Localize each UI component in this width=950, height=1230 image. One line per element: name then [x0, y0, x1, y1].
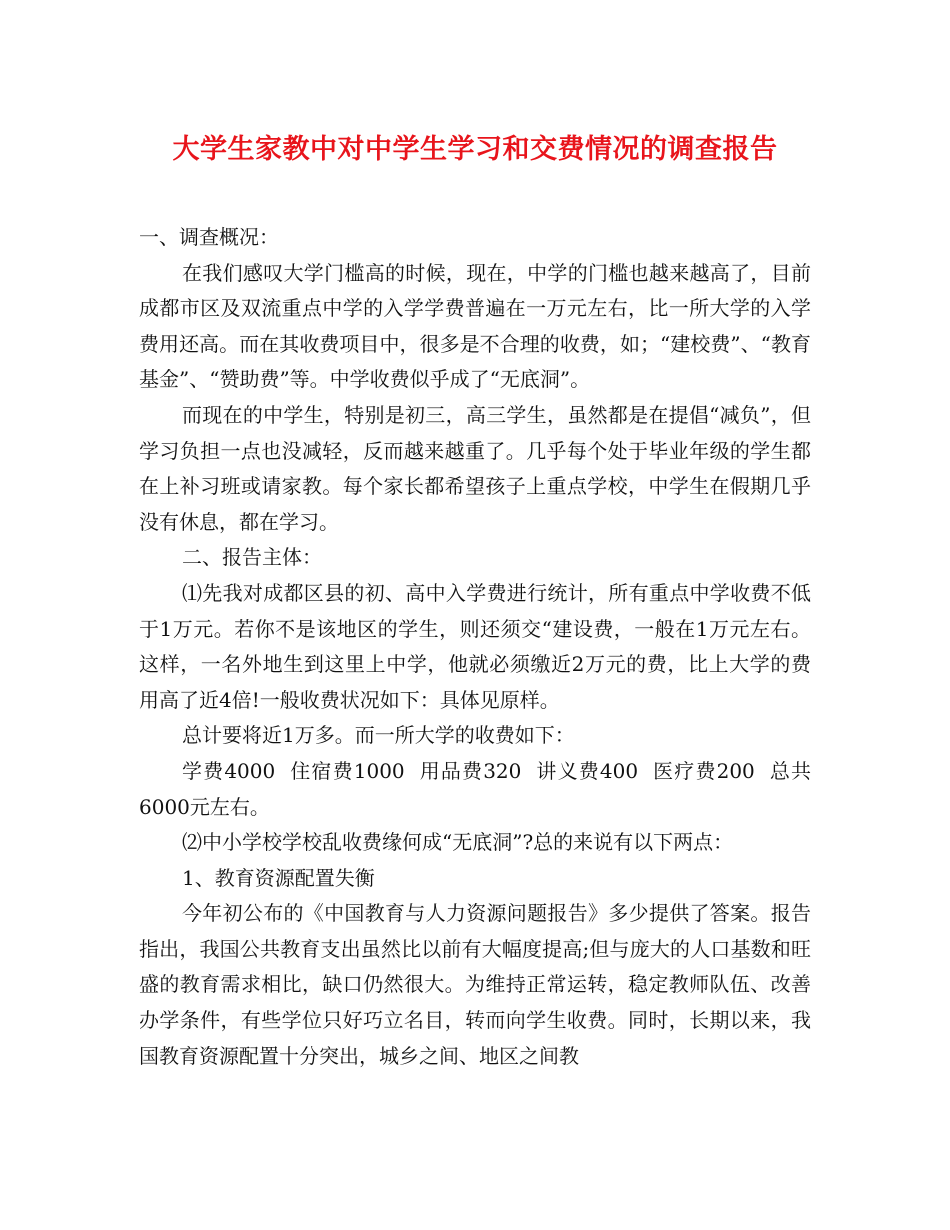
document-body — [139, 220, 811, 1074]
section-heading-overview: 一、调查概况： — [139, 225, 279, 249]
paragraph: 在我们感叹大学门槛高的时候，现在，中学的门槛也越来越高了，目前成都市区及双流重点中学的入学学费普遍在一万元左右，比一所大学的入学费用还高。而在其收费项目中，很多是不合理的收费，如；“建校费”、“教育基金”、“赞助费”等。中学收费似乎成了“无底洞”。 — [139, 260, 811, 392]
paragraph: ⑴先我对成都区县的初、高中入学费进行统计，所有重点中学收费不低于1万元。若你不是该地区的学生，则还须交“建设费，一般在1万元左右。这样，一名外地生到这里上中学，他就必须缴近2万元的费，比上大学的费用高了近4倍!一般收费状况如下：具体见原样。 — [139, 580, 811, 712]
paragraph: 今年初公布的《中国教育与人力资源问题报告》多少提供了答案。报告指出，我国公共教育支出虽然比以前有大幅度提高;但与庞大的人口基数和旺盛的教育需求相比，缺口仍然很大。为维持正常运转，稳定教师队伍、改善办学条件，有些学位只好巧立名目，转而向学生收费。同时，长期以来，我国教育资源配置十分突出，城乡之间、地区之间教 — [139, 901, 811, 1068]
paragraph: ⑵中小学校学校乱收费缘何成“无底洞”?总的来说有以下两点： — [182, 830, 734, 855]
subheading: 1、教育资源配置失衡 — [182, 865, 375, 890]
paragraph: 而现在的中学生，特别是初三，高三学生，虽然都是在提倡“减负”，但学习负担一点也没减轻，反而越来越重了。几乎每个处于毕业年级的学生都在上补习班或请家教。每个家长都希望孩子上重点学校，中学生在假期几乎没有休息，都在学习。 — [139, 402, 811, 534]
paragraph: 总计要将近1万多。而一所大学的收费如下： — [182, 723, 575, 748]
section-heading-main: 二、报告主体： — [182, 545, 322, 570]
fee-list-paragraph: 学费4000 住宿费1000 用品费320 讲义费400 医疗费200 总共6000元左右。 — [139, 758, 811, 819]
document-title: 大学生家教中对中学生学习和交费情况的调查报告 — [172, 134, 778, 165]
